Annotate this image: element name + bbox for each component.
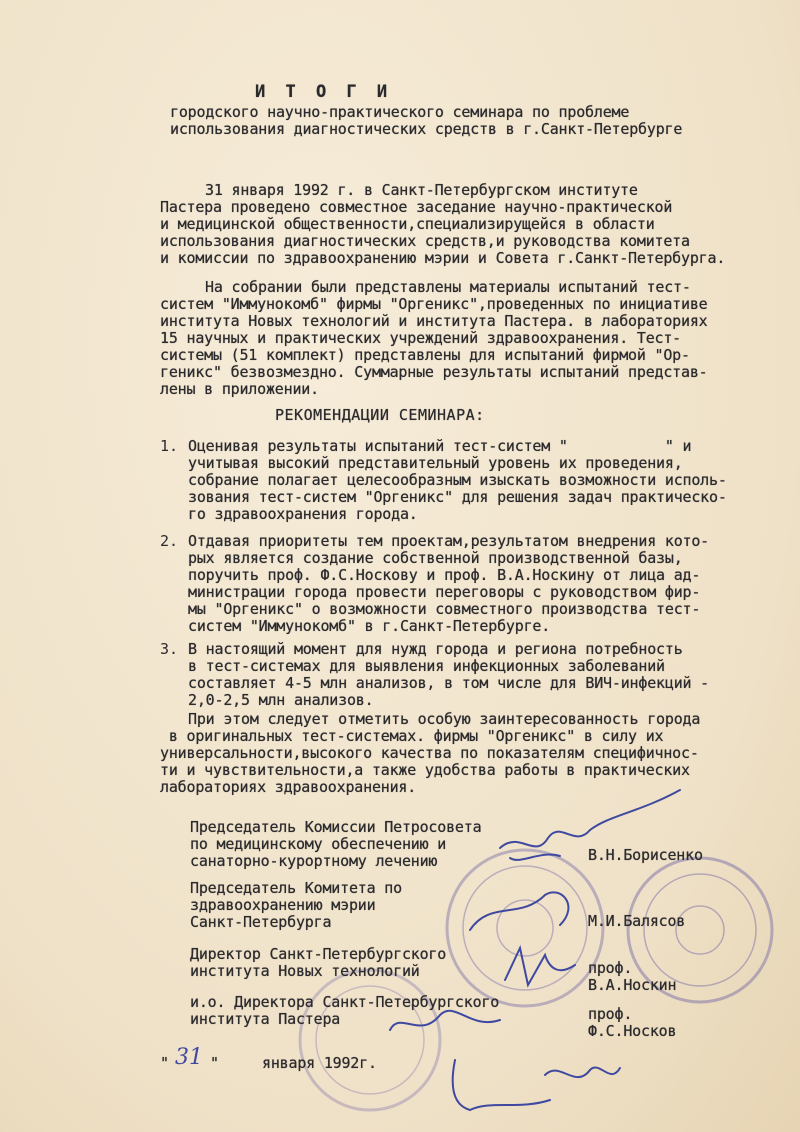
signatory-position: Председатель Комитета по xyxy=(190,879,402,897)
date-month-year: января 1992г. xyxy=(262,1054,377,1072)
recommendation-3-line: 2,0-2,5 млн анализов. xyxy=(188,691,374,709)
intro-p2-line: систем "Иммунокомб" фирмы "Оргеникс",проведенных по инициативе xyxy=(160,295,708,313)
intro-p2-line: 15 научных и практических учреждений здравоохранения. Тест- xyxy=(160,329,682,347)
signatory-name: Ф.С.Носков xyxy=(588,1022,677,1040)
date-day-handwritten: 31 xyxy=(175,1045,203,1070)
recommendation-2-line: рых является создание собственной производственной базы, xyxy=(188,549,683,567)
signatory-position: здравоохранению мэрии xyxy=(190,896,376,914)
recommendation-1-line: Оценивая результаты испытаний тест-систем " " и xyxy=(188,437,692,455)
signatory-position: Санкт-Петербурга xyxy=(190,913,332,931)
recommendation-1-line: собрание полагает целесообразным изыскать возможности исполь- xyxy=(188,471,727,489)
signatory-name: проф. xyxy=(588,959,633,977)
recommendations-heading: РЕКОМЕНДАЦИИ СЕМИНАРА: xyxy=(275,406,485,424)
signatory-position: института Пастера xyxy=(190,1010,341,1028)
recommendation-number: 1. xyxy=(160,437,179,455)
closing-paragraph-line: При этом следует отметить особую заинтересованность города xyxy=(188,710,701,728)
closing-paragraph-line: универсальности,высокого качества по показателям специфичнос- xyxy=(160,744,699,762)
signatory-position: санаторно-курортному лечению xyxy=(190,852,438,870)
recommendation-2-line: министрации города провести переговоры с руководством фир- xyxy=(188,583,701,601)
recommendation-2-line: поручить проф. Ф.С.Носкову и проф. В.А.Носкину от лица ад- xyxy=(188,566,701,584)
signatory-position: института Новых технологий xyxy=(190,962,420,980)
recommendation-2-line: Отдавая приоритеты тем проектам,результатом внедрения кото- xyxy=(188,532,710,550)
recommendation-2-line: мы "Оргеникс" о возможности совместного производства тест- xyxy=(188,600,701,618)
intro-p2-line: института Новых технологий и института Пастера. в лабораториях xyxy=(160,312,708,330)
recommendation-1-line: зования тест-систем "Оргеникс" для решения задач практическо- xyxy=(188,488,727,506)
recommendation-2-line: систем "Иммунокомб" в г.Санкт-Петербурге. xyxy=(188,617,551,635)
recommendation-1-line: учитывая высокий представительный уровень их проведения, xyxy=(188,454,683,472)
signatory-name: В.Н.Борисенко xyxy=(588,846,703,864)
recommendation-number: 3. xyxy=(160,640,179,658)
signatory-name: проф. xyxy=(588,1005,633,1023)
intro-p1-line: Пастера проведено совместное заседание научно-практической xyxy=(160,198,673,216)
intro-p2-line: геникс" безвозмездно. Суммарные результаты испытаний представ- xyxy=(160,363,708,381)
recommendation-3-line: составляет 4-5 млн анализов, в том числе для ВИЧ-инфекций - xyxy=(188,674,710,692)
recommendation-number: 2. xyxy=(160,532,179,550)
recommendation-3-line: В настоящий момент для нужд города и региона потребность xyxy=(188,640,683,658)
date-quote-close: " xyxy=(210,1054,219,1072)
intro-p1-line: и комиссии по здравоохранению мэрии и Совета г.Санкт-Петербурга. xyxy=(160,249,726,267)
subtitle-line-2: использования диагностических средств в г.Санкт-Петербурге xyxy=(170,120,683,138)
intro-p2-line: системы (51 комплект) представлены для испытаний фирмой "Ор- xyxy=(160,346,690,364)
intro-p1-line: и медицинской общественности,специализирущейся в области xyxy=(160,215,655,233)
intro-p2-line: На собрании были представлены материалы испытаний тест- xyxy=(205,278,691,296)
recommendation-1-line: го здравоохранения города. xyxy=(188,505,418,523)
closing-paragraph-line: ти и чувствительности,а также удобства работы в практических xyxy=(160,761,690,779)
signatory-position: по медицинскому обеспечению и xyxy=(190,835,447,853)
intro-p1-line: 31 января 1992 г. в Санкт-Петербургском институте xyxy=(205,181,638,199)
closing-paragraph-line: лабораториях здравоохранения. xyxy=(160,778,417,796)
date-quote-open: " xyxy=(160,1054,169,1072)
document-title: И Т О Г И xyxy=(255,82,393,102)
closing-paragraph-line: в оригинальных тест-системах. фирмы "Оргеникс" в силу их xyxy=(160,727,664,745)
intro-p2-line: лены в приложении. xyxy=(160,380,319,398)
signatory-position: Директор Санкт-Петербургского xyxy=(190,945,447,963)
signatory-name: М.И.Балясов xyxy=(588,912,686,930)
subtitle-line-1: городского научно-практического семинара по проблеме xyxy=(170,103,630,121)
signatory-name: В.А.Носкин xyxy=(588,976,677,994)
signatory-position: Председатель Комиссии Петросовета xyxy=(190,818,482,836)
intro-p1-line: использования диагностических средств,и руководства комитета xyxy=(160,232,690,250)
signatory-position: и.о. Директора Санкт-Петербургского xyxy=(190,993,500,1011)
recommendation-3-line: в тест-системах для выявления инфекционных заболеваний xyxy=(188,657,665,675)
